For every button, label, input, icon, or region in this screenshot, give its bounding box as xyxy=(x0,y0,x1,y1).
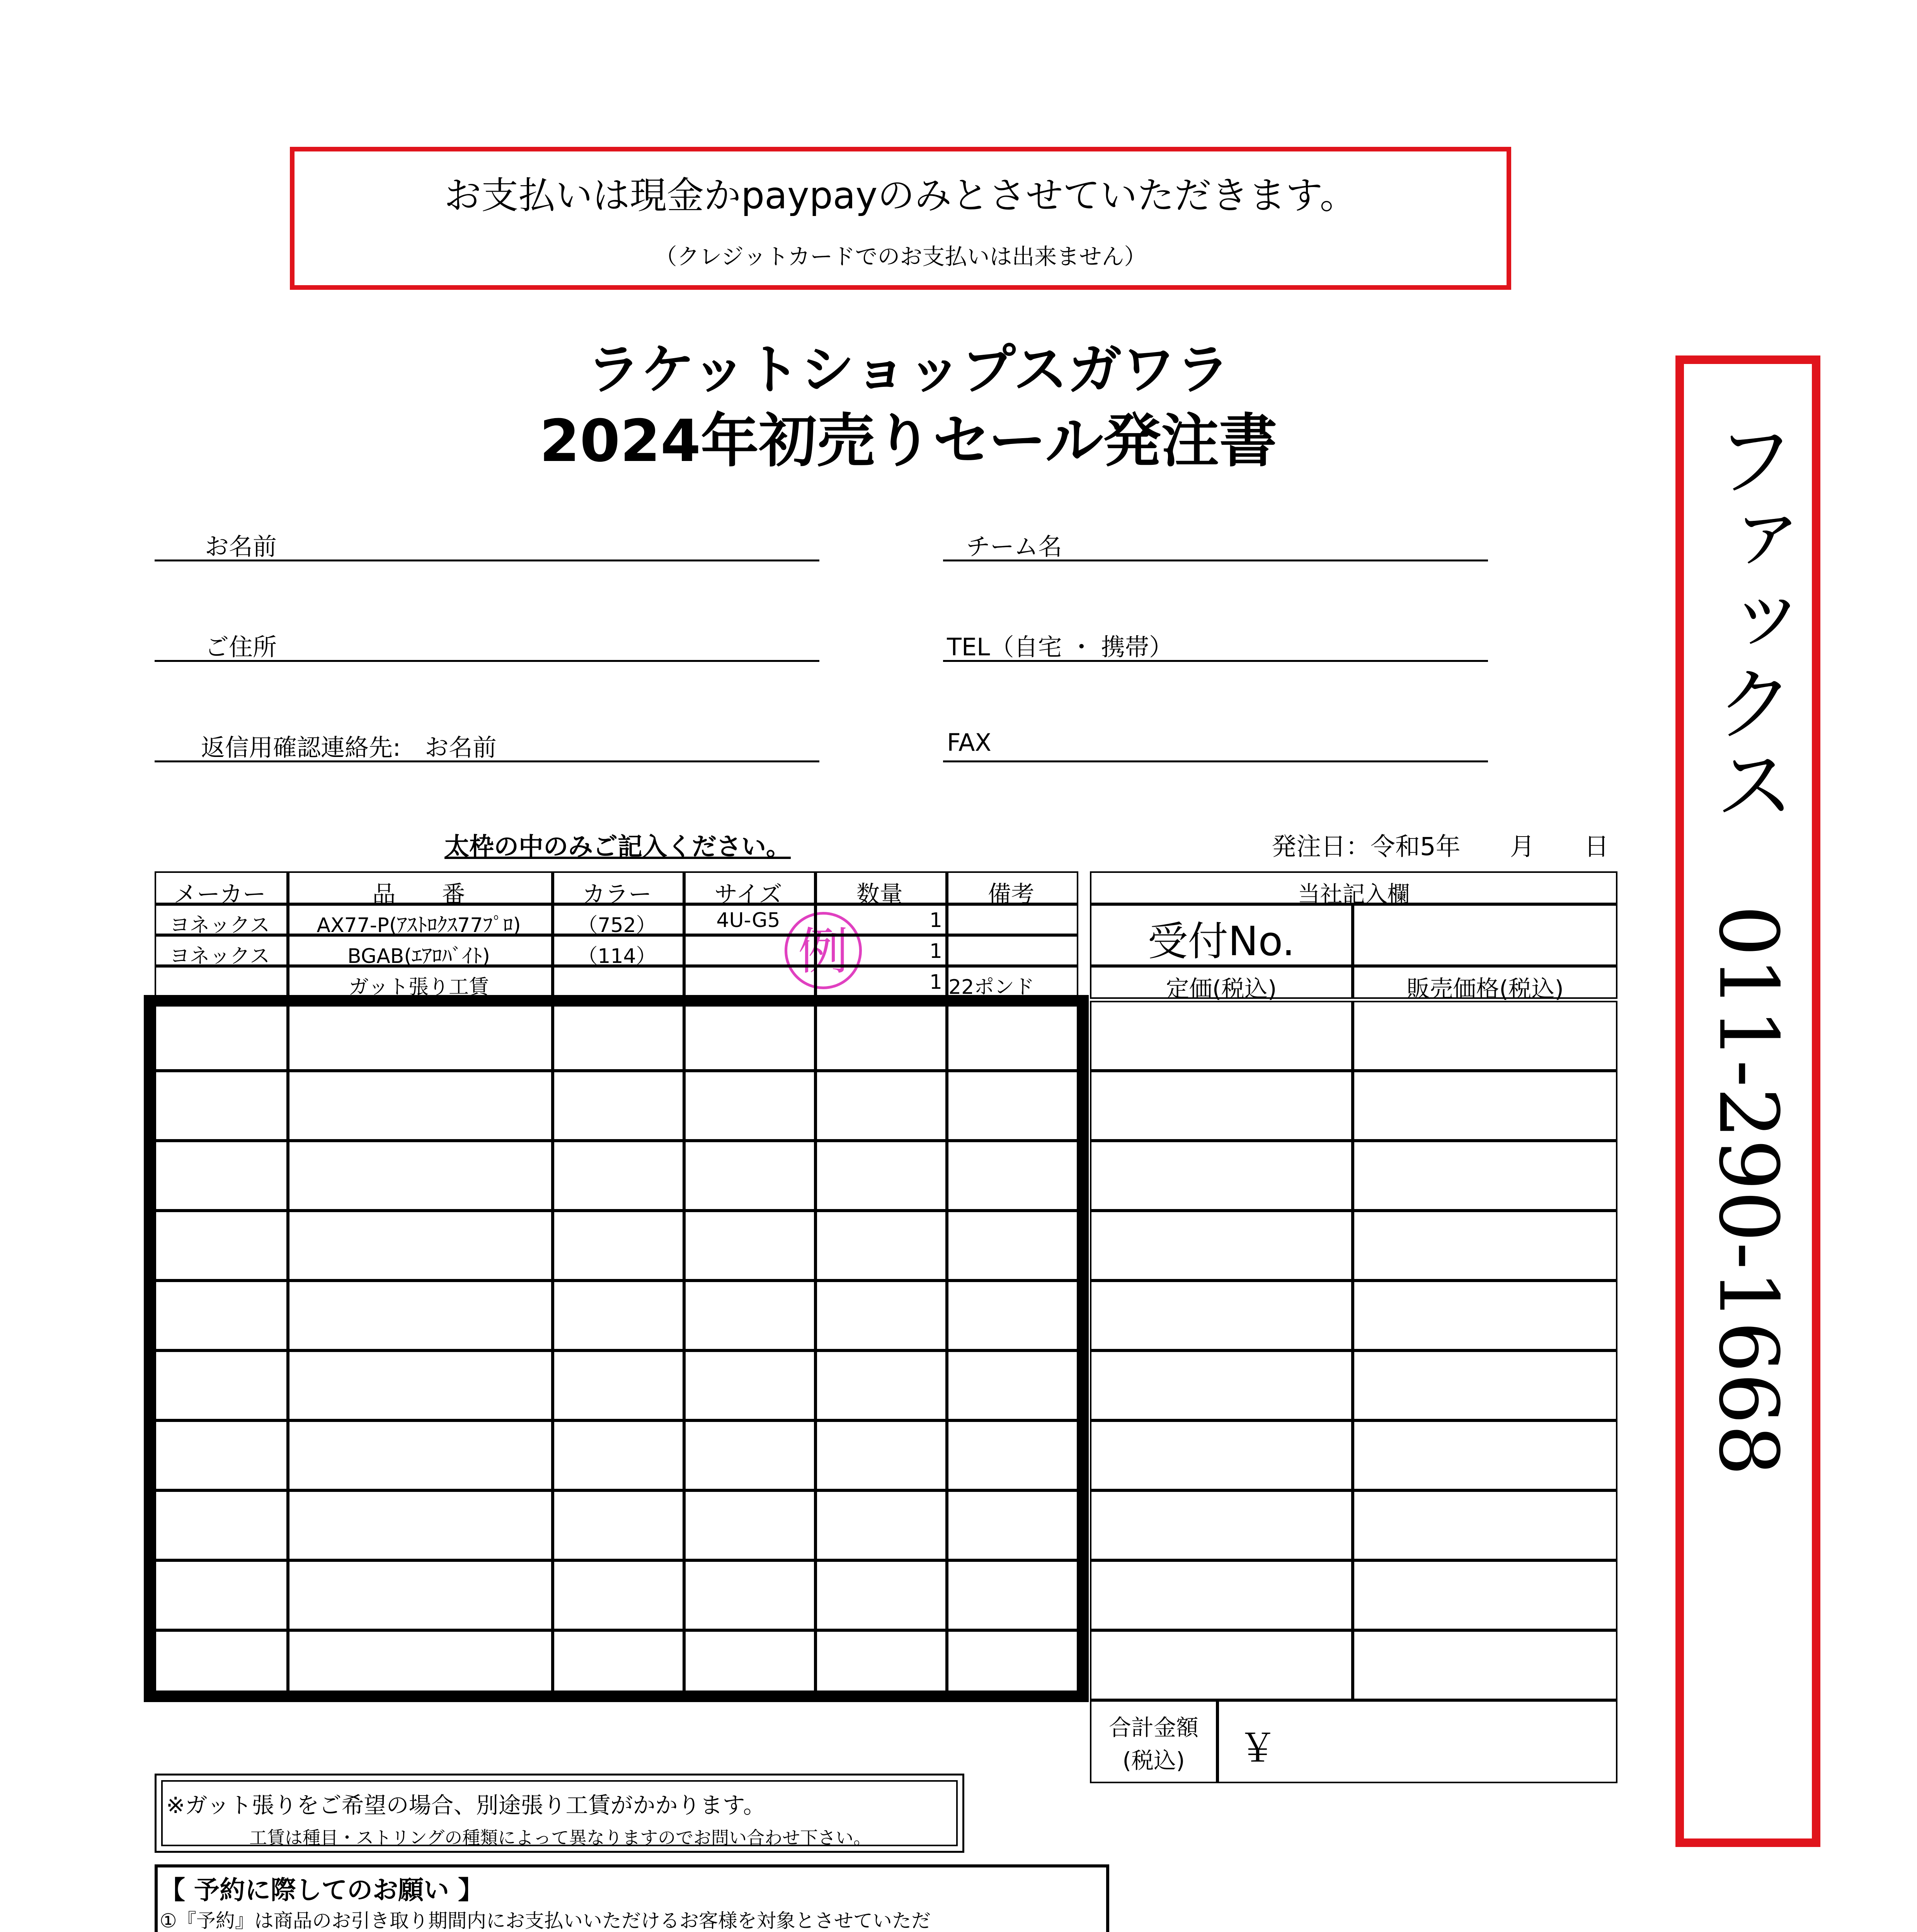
order-input-cell[interactable] xyxy=(155,1001,288,1071)
list-price-header xyxy=(1090,966,1353,1003)
rule-1: ①『予約』は商品のお引き取り期間内にお支払いいただけるお客様を対象とさせていただ xyxy=(160,1910,931,1932)
order-input-cell[interactable] xyxy=(815,1071,947,1141)
order-input-cell[interactable] xyxy=(815,1350,947,1420)
list-price-cell[interactable] xyxy=(1090,1281,1353,1350)
example-cell xyxy=(947,966,1078,997)
order-input-cell[interactable] xyxy=(155,1490,288,1560)
order-input-cell[interactable] xyxy=(553,1071,684,1141)
order-input-cell[interactable] xyxy=(815,1281,947,1350)
yen-symbol: ￥ xyxy=(1238,1726,1277,1771)
order-input-cell[interactable] xyxy=(947,1560,1078,1630)
gut-note xyxy=(155,1774,964,1853)
order-input-cell[interactable] xyxy=(947,1071,1078,1141)
example-value: 4U-G5 xyxy=(716,909,780,932)
address-label: ご住所 xyxy=(205,633,277,661)
order-input-cell[interactable] xyxy=(288,1490,553,1560)
document-title: 2024年初売りセール発注書 xyxy=(539,408,1277,475)
order-input-cell[interactable] xyxy=(553,1281,684,1350)
example-cell xyxy=(684,935,815,966)
staff-title xyxy=(1090,871,1617,907)
sale-price-cell[interactable] xyxy=(1353,1490,1617,1560)
order-input-cell[interactable] xyxy=(947,1141,1078,1211)
order-input-cell[interactable] xyxy=(684,1281,815,1350)
list-price-header-label: 定価(税込) xyxy=(1166,976,1277,1003)
name-field[interactable] xyxy=(155,560,819,561)
sale-price-cell[interactable] xyxy=(1353,1211,1617,1281)
order-input-cell[interactable] xyxy=(553,1350,684,1420)
order-input-cell[interactable] xyxy=(947,1420,1078,1490)
total-label-cell xyxy=(1090,1700,1217,1783)
example-cell xyxy=(155,935,288,966)
reception-no-label: 受付No. xyxy=(1147,918,1295,965)
example-cell xyxy=(288,966,553,997)
reply-contact-label: 返信用確認連絡先: お名前 xyxy=(201,733,497,762)
order-input-cell[interactable] xyxy=(684,1001,815,1071)
table-header-label: 品 番 xyxy=(372,881,465,908)
order-input-cell[interactable] xyxy=(553,1001,684,1071)
order-input-cell[interactable] xyxy=(815,1490,947,1560)
order-input-cell[interactable] xyxy=(288,1560,553,1630)
reception-no xyxy=(1090,904,1353,966)
total-label: 合計金額 xyxy=(1108,1714,1199,1741)
example-cell xyxy=(553,904,684,935)
order-input-cell[interactable] xyxy=(815,1211,947,1281)
table-header-cell xyxy=(684,871,815,908)
order-input-cell[interactable] xyxy=(815,1420,947,1490)
order-input-cell[interactable] xyxy=(815,1560,947,1630)
example-cell xyxy=(947,904,1078,935)
example-cell xyxy=(155,904,288,935)
example-cell xyxy=(815,966,947,997)
order-input-cell[interactable] xyxy=(553,1630,684,1700)
list-price-cell[interactable] xyxy=(1090,1630,1353,1700)
list-price-cell[interactable] xyxy=(1090,1211,1353,1281)
order-input-cell[interactable] xyxy=(155,1281,288,1350)
order-date: 発注日：令和5年 月 日 xyxy=(1272,833,1609,861)
order-input-cell[interactable] xyxy=(684,1211,815,1281)
order-input-cell[interactable] xyxy=(155,1141,288,1211)
shop-name: ラケットショップスガワラ xyxy=(586,338,1230,401)
list-price-cell[interactable] xyxy=(1090,1420,1353,1490)
order-input-cell[interactable] xyxy=(288,1141,553,1211)
example-cell xyxy=(684,966,815,997)
table-header-cell xyxy=(155,871,288,908)
list-price-cell[interactable] xyxy=(1090,1071,1353,1141)
order-input-cell[interactable] xyxy=(553,1490,684,1560)
list-price-cell[interactable] xyxy=(1090,1350,1353,1420)
total-amount-field[interactable] xyxy=(1217,1700,1617,1783)
example-cell xyxy=(288,935,553,966)
order-input-cell[interactable] xyxy=(553,1420,684,1490)
sale-price-cell[interactable] xyxy=(1353,1420,1617,1490)
sale-price-cell[interactable] xyxy=(1353,1071,1617,1141)
team-label: チーム名 xyxy=(966,532,1062,561)
order-input-cell[interactable] xyxy=(947,1490,1078,1560)
sale-price-header-label: 販売価格(税込) xyxy=(1406,976,1564,1003)
fax-label: FAX xyxy=(947,728,991,757)
reply-contact-field[interactable] xyxy=(155,760,819,762)
order-input-cell[interactable] xyxy=(155,1071,288,1141)
example-value: BGAB(ｴｱﾛﾊﾞｲﾄ) xyxy=(347,945,490,968)
address-field[interactable] xyxy=(155,660,819,662)
order-input-cell[interactable] xyxy=(947,1001,1078,1071)
order-input-cell[interactable] xyxy=(815,1001,947,1071)
example-value: 1 xyxy=(929,971,942,994)
example-cell xyxy=(553,935,684,966)
rules-heading: 【 予約に際してのお願い 】 xyxy=(160,1875,484,1905)
order-input-cell[interactable] xyxy=(288,1281,553,1350)
list-price-cell[interactable] xyxy=(1090,1560,1353,1630)
tel-label: TEL（自宅 ・ 携帯） xyxy=(947,633,1173,661)
sale-price-cell[interactable] xyxy=(1353,1141,1617,1211)
order-input-cell[interactable] xyxy=(155,1211,288,1281)
example-value: 1 xyxy=(929,909,942,932)
sale-price-cell[interactable] xyxy=(1353,1281,1617,1350)
example-value: （752） xyxy=(577,914,656,937)
order-input-cell[interactable] xyxy=(815,1141,947,1211)
example-cell xyxy=(815,904,947,935)
table-header-cell xyxy=(815,871,947,908)
table-header-label: 数量 xyxy=(856,881,903,908)
order-input-cell[interactable] xyxy=(288,1350,553,1420)
sale-price-cell[interactable] xyxy=(1353,1630,1617,1700)
example-value: AX77-P(ｱｽﾄﾛｸｽ77ﾌﾟﾛ) xyxy=(317,914,521,937)
example-cell xyxy=(288,904,553,935)
staff-title-label: 当社記入欄 xyxy=(1297,881,1410,907)
order-input-cell[interactable] xyxy=(288,1420,553,1490)
sale-price-cell[interactable] xyxy=(1353,1350,1617,1420)
order-input-cell[interactable] xyxy=(684,1490,815,1560)
example-cell xyxy=(684,904,815,935)
order-input-cell[interactable] xyxy=(947,1281,1078,1350)
order-input-cell[interactable] xyxy=(684,1630,815,1700)
order-input-cell[interactable] xyxy=(684,1071,815,1141)
example-cell xyxy=(155,966,288,997)
order-input-cell[interactable] xyxy=(947,1350,1078,1420)
total-label: (税込) xyxy=(1122,1747,1185,1774)
order-input-cell[interactable] xyxy=(155,1630,288,1700)
fax-banner xyxy=(1675,355,1820,1847)
table-header-cell xyxy=(288,871,553,908)
list-price-cell[interactable] xyxy=(1090,1001,1353,1071)
gut-note-line2: 工賃は種目・ストリングの種類によって異なりますのでお問い合わせ下さい。 xyxy=(249,1827,872,1848)
order-input-cell[interactable] xyxy=(288,1211,553,1281)
order-input-cell[interactable] xyxy=(155,1420,288,1490)
table-header-cell xyxy=(553,871,684,908)
order-input-cell[interactable] xyxy=(288,1001,553,1071)
example-value: ヨネックス xyxy=(169,914,270,937)
table-header-label: 備考 xyxy=(988,881,1034,908)
gut-note-line1: ※ガット張りをご希望の場合、別途張り工賃がかかります。 xyxy=(166,1792,766,1818)
list-price-cell[interactable] xyxy=(1090,1490,1353,1560)
sale-price-cell[interactable] xyxy=(1353,1001,1617,1071)
order-input-cell[interactable] xyxy=(684,1420,815,1490)
team-field[interactable] xyxy=(943,560,1488,561)
example-cell xyxy=(815,935,947,966)
list-price-cell[interactable] xyxy=(1090,1141,1353,1211)
order-input-cell[interactable] xyxy=(947,1630,1078,1700)
example-value: （114） xyxy=(577,945,656,968)
example-value: 22ポンド xyxy=(948,976,1035,999)
example-cell xyxy=(947,935,1078,966)
order-input-cell[interactable] xyxy=(288,1071,553,1141)
example-stamp: 例 xyxy=(785,912,862,989)
fax-number: ファックス 011-290-1668 xyxy=(1701,418,1796,1476)
order-input-cell[interactable] xyxy=(155,1560,288,1630)
payment-notice-sub: （クレジットカードでのお支払いは出来ません） xyxy=(654,243,1147,270)
order-input-cell[interactable] xyxy=(288,1630,553,1700)
reservation-rules xyxy=(155,1864,1109,1932)
table-header-label: サイズ xyxy=(714,881,782,908)
table-header-label: メーカー xyxy=(174,881,266,908)
order-input-cell[interactable] xyxy=(553,1211,684,1281)
order-input-cell[interactable] xyxy=(155,1350,288,1420)
reception-no-field xyxy=(1353,904,1617,966)
order-input-cell[interactable] xyxy=(684,1350,815,1420)
payment-notice xyxy=(290,147,1511,290)
payment-notice-main: お支払いは現金かpaypayのみとさせていただきます。 xyxy=(444,174,1357,217)
example-value: ガット張り工賃 xyxy=(349,976,489,999)
order-input-cell[interactable] xyxy=(684,1141,815,1211)
example-value: ヨネックス xyxy=(169,945,270,968)
order-input-cell[interactable] xyxy=(553,1141,684,1211)
order-input-cell[interactable] xyxy=(815,1630,947,1700)
name-label: お名前 xyxy=(205,532,277,561)
sale-price-header xyxy=(1353,966,1617,1003)
table-header-label: カラー xyxy=(582,881,652,908)
order-input-cell[interactable] xyxy=(553,1560,684,1630)
sale-price-cell[interactable] xyxy=(1353,1560,1617,1630)
frame-instruction: 太枠の中のみご記入ください。 xyxy=(444,833,791,861)
order-input-cell[interactable] xyxy=(684,1560,815,1630)
example-cell xyxy=(553,966,684,997)
tel-field[interactable] xyxy=(943,660,1488,662)
example-value: 1 xyxy=(929,940,942,963)
order-input-cell[interactable] xyxy=(947,1211,1078,1281)
fax-field[interactable] xyxy=(943,760,1488,762)
table-header-cell xyxy=(947,871,1078,908)
